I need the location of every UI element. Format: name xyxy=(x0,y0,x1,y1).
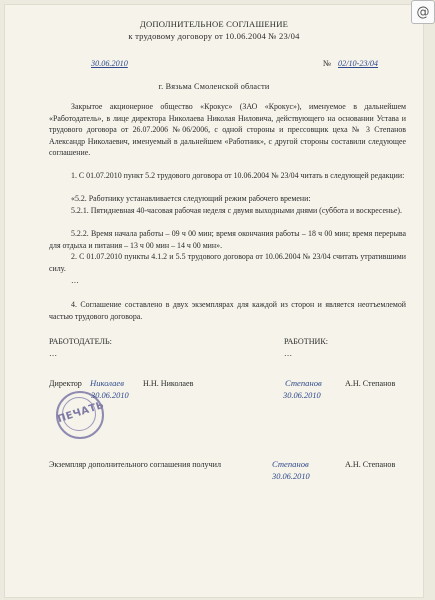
number-label: № xyxy=(323,59,331,68)
clause-1: 1. С 01.07.2010 пункт 5.2 трудового договора от 10.06.2004 № 23/04 читать в следующей редакции: xyxy=(71,171,405,180)
document-subtitle: к трудовому договору от 10.06.2004 № 23/04 xyxy=(128,31,300,41)
director-signature: Николаев xyxy=(90,378,124,388)
receipt-name: А.Н. Степанов xyxy=(345,460,396,469)
employer-dots: … xyxy=(49,349,58,358)
agreement-date: 30.06.2010 xyxy=(91,59,128,68)
document-title: ДОПОЛНИТЕЛЬНОЕ СОГЛАШЕНИЕ xyxy=(139,19,289,29)
receipt-date: 30.06.2010 xyxy=(272,472,310,481)
city: г. Вязьма Смоленской области xyxy=(158,82,270,91)
clause-5-2-1: 5.2.1. Пятидневная 40-часовая рабочая неделя с двумя выходными днями (суббота и воскресенье). xyxy=(71,206,402,215)
at-sign-icon[interactable]: @ xyxy=(411,0,435,24)
employee-signature: Степанов xyxy=(285,378,322,388)
receipt-signature: Степанов xyxy=(272,459,309,469)
receipt-text: Экземпляр дополнительного соглашения получил xyxy=(49,460,222,469)
clause-5-2-2: 5.2.2. Время начала работы – 09 ч 00 мин; время окончания работы – 18 ч 00 мин; время перерыва для отдыха и питания – 13 ч 00 мин – 14 ч 00 мин». xyxy=(49,229,406,250)
director-label: Директор xyxy=(49,379,82,388)
director-sign-date: 30.06.2010 xyxy=(91,391,129,400)
document-page xyxy=(4,4,424,598)
director-name: Н.Н. Николаев xyxy=(143,379,194,388)
employee-sign-date: 30.06.2010 xyxy=(283,391,321,400)
employee-dots: … xyxy=(284,349,293,358)
clause-5-2: «5.2. Работнику устанавливается следующий режим рабочего времени: xyxy=(71,194,311,203)
clause-2: 2. С 01.07.2010 пункты 4.1.2 и 5.5 трудового договора от 10.06.2004 № 23/04 считать утратившими силу. xyxy=(49,252,406,273)
stamp-text: ПЕЧАТЬ xyxy=(56,399,106,426)
employee-name: А.Н. Степанов xyxy=(345,379,396,388)
intro-paragraph: Закрытое акционерное общество «Крокус» (ЗАО «Крокус»), именуемое в дальнейшем «Работодатель», в лице директора Николаева Николая Ниловича, действующего на основании Устава и трудового договора от 26.07.2006 №06/2006, с одной стороны и прессовщик цеха № 3 Степанов Александр Николаевич, именуемый в дальнейшем «Работник», с другой стороны составили следующее соглашение. xyxy=(49,102,406,158)
employee-label: РАБОТНИК: xyxy=(284,337,329,346)
employer-label: РАБОТОДАТЕЛЬ: xyxy=(49,337,112,346)
agreement-number: 02/10-23/04 xyxy=(338,59,379,68)
clause-4: 4. Соглашение составлено в двух экземплярах для каждой из сторон и является неотъемлемой частью трудового договора. xyxy=(49,300,406,321)
ellipsis: … xyxy=(71,276,79,285)
